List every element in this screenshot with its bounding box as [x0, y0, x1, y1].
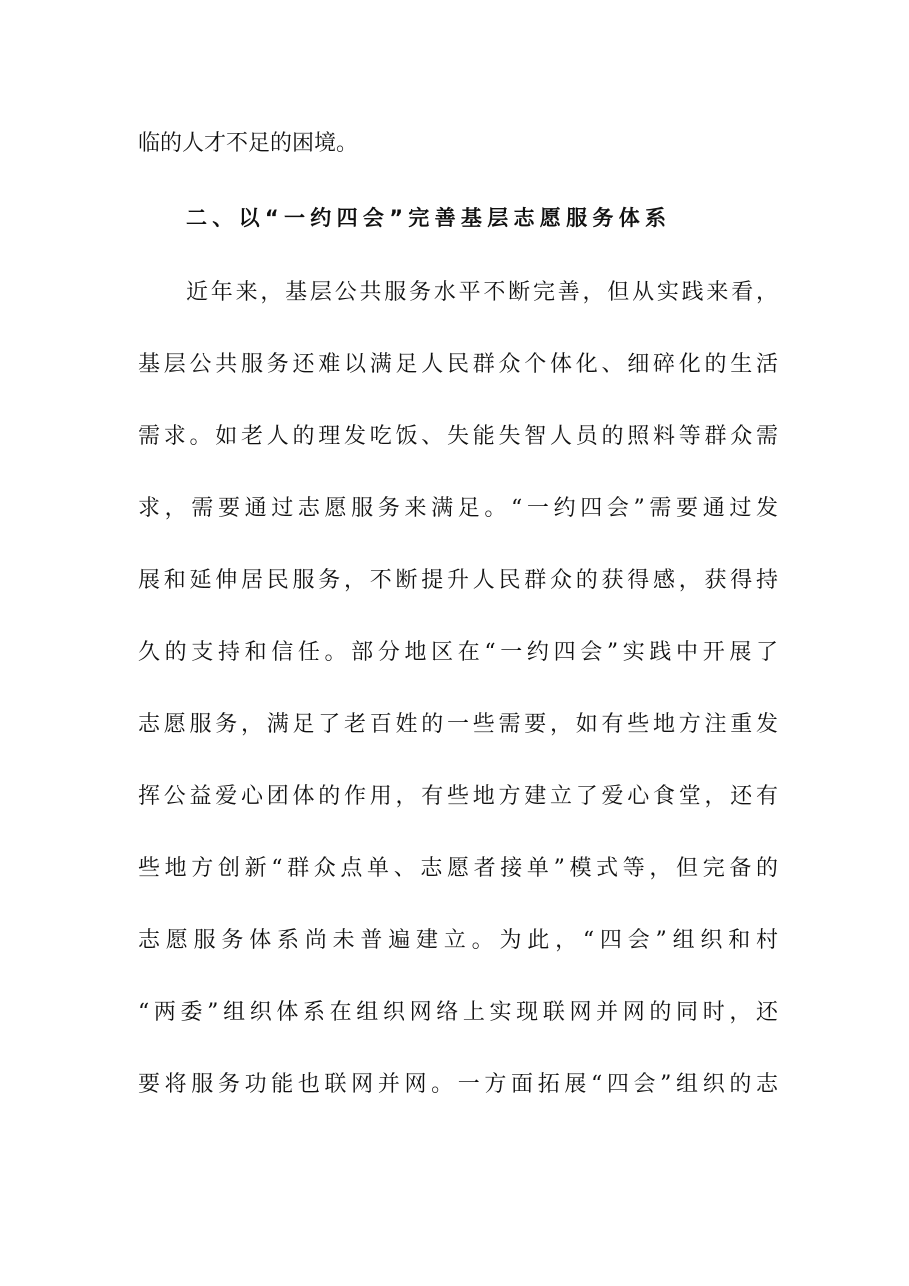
paragraph-line: 些地方创新“群众点单、志愿者接单”模式等，但完备的 — [138, 856, 778, 881]
paragraph-line: 志愿服务，满足了老百姓的一些需要，如有些地方注重发 — [138, 712, 778, 737]
paragraph-line: 挥公益爱心团体的作用，有些地方建立了爱心食堂，还有 — [138, 784, 778, 809]
paragraph-line: 求，需要通过志愿服务来满足。“一约四会”需要通过发 — [138, 496, 778, 521]
paragraph-line: 近年来，基层公共服务水平不断完善，但从实践来看， — [186, 280, 778, 305]
paragraph-line: 要将服务功能也联网并网。一方面拓展“四会”组织的志 — [138, 1072, 778, 1097]
section-heading: 二、以“一约四会”完善基层志愿服务体系 — [186, 206, 666, 230]
paragraph-line: “两委”组织体系在组织网络上实现联网并网的同时，还 — [138, 1000, 778, 1025]
paragraph-line: 需求。如老人的理发吃饭、失能失智人员的照料等群众需 — [138, 424, 778, 449]
paragraph-line: 志愿服务体系尚未普遍建立。为此，“四会”组织和村 — [138, 928, 778, 953]
paragraph-line: 展和延伸居民服务，不断提升人民群众的获得感，获得持 — [138, 568, 778, 593]
paragraph-line: 基层公共服务还难以满足人民群众个体化、细碎化的生活 — [138, 352, 778, 377]
opening-line: 临的人才不足的困境。 — [138, 131, 359, 156]
paragraph-line: 久的支持和信任。部分地区在“一约四会”实践中开展了 — [138, 640, 778, 665]
